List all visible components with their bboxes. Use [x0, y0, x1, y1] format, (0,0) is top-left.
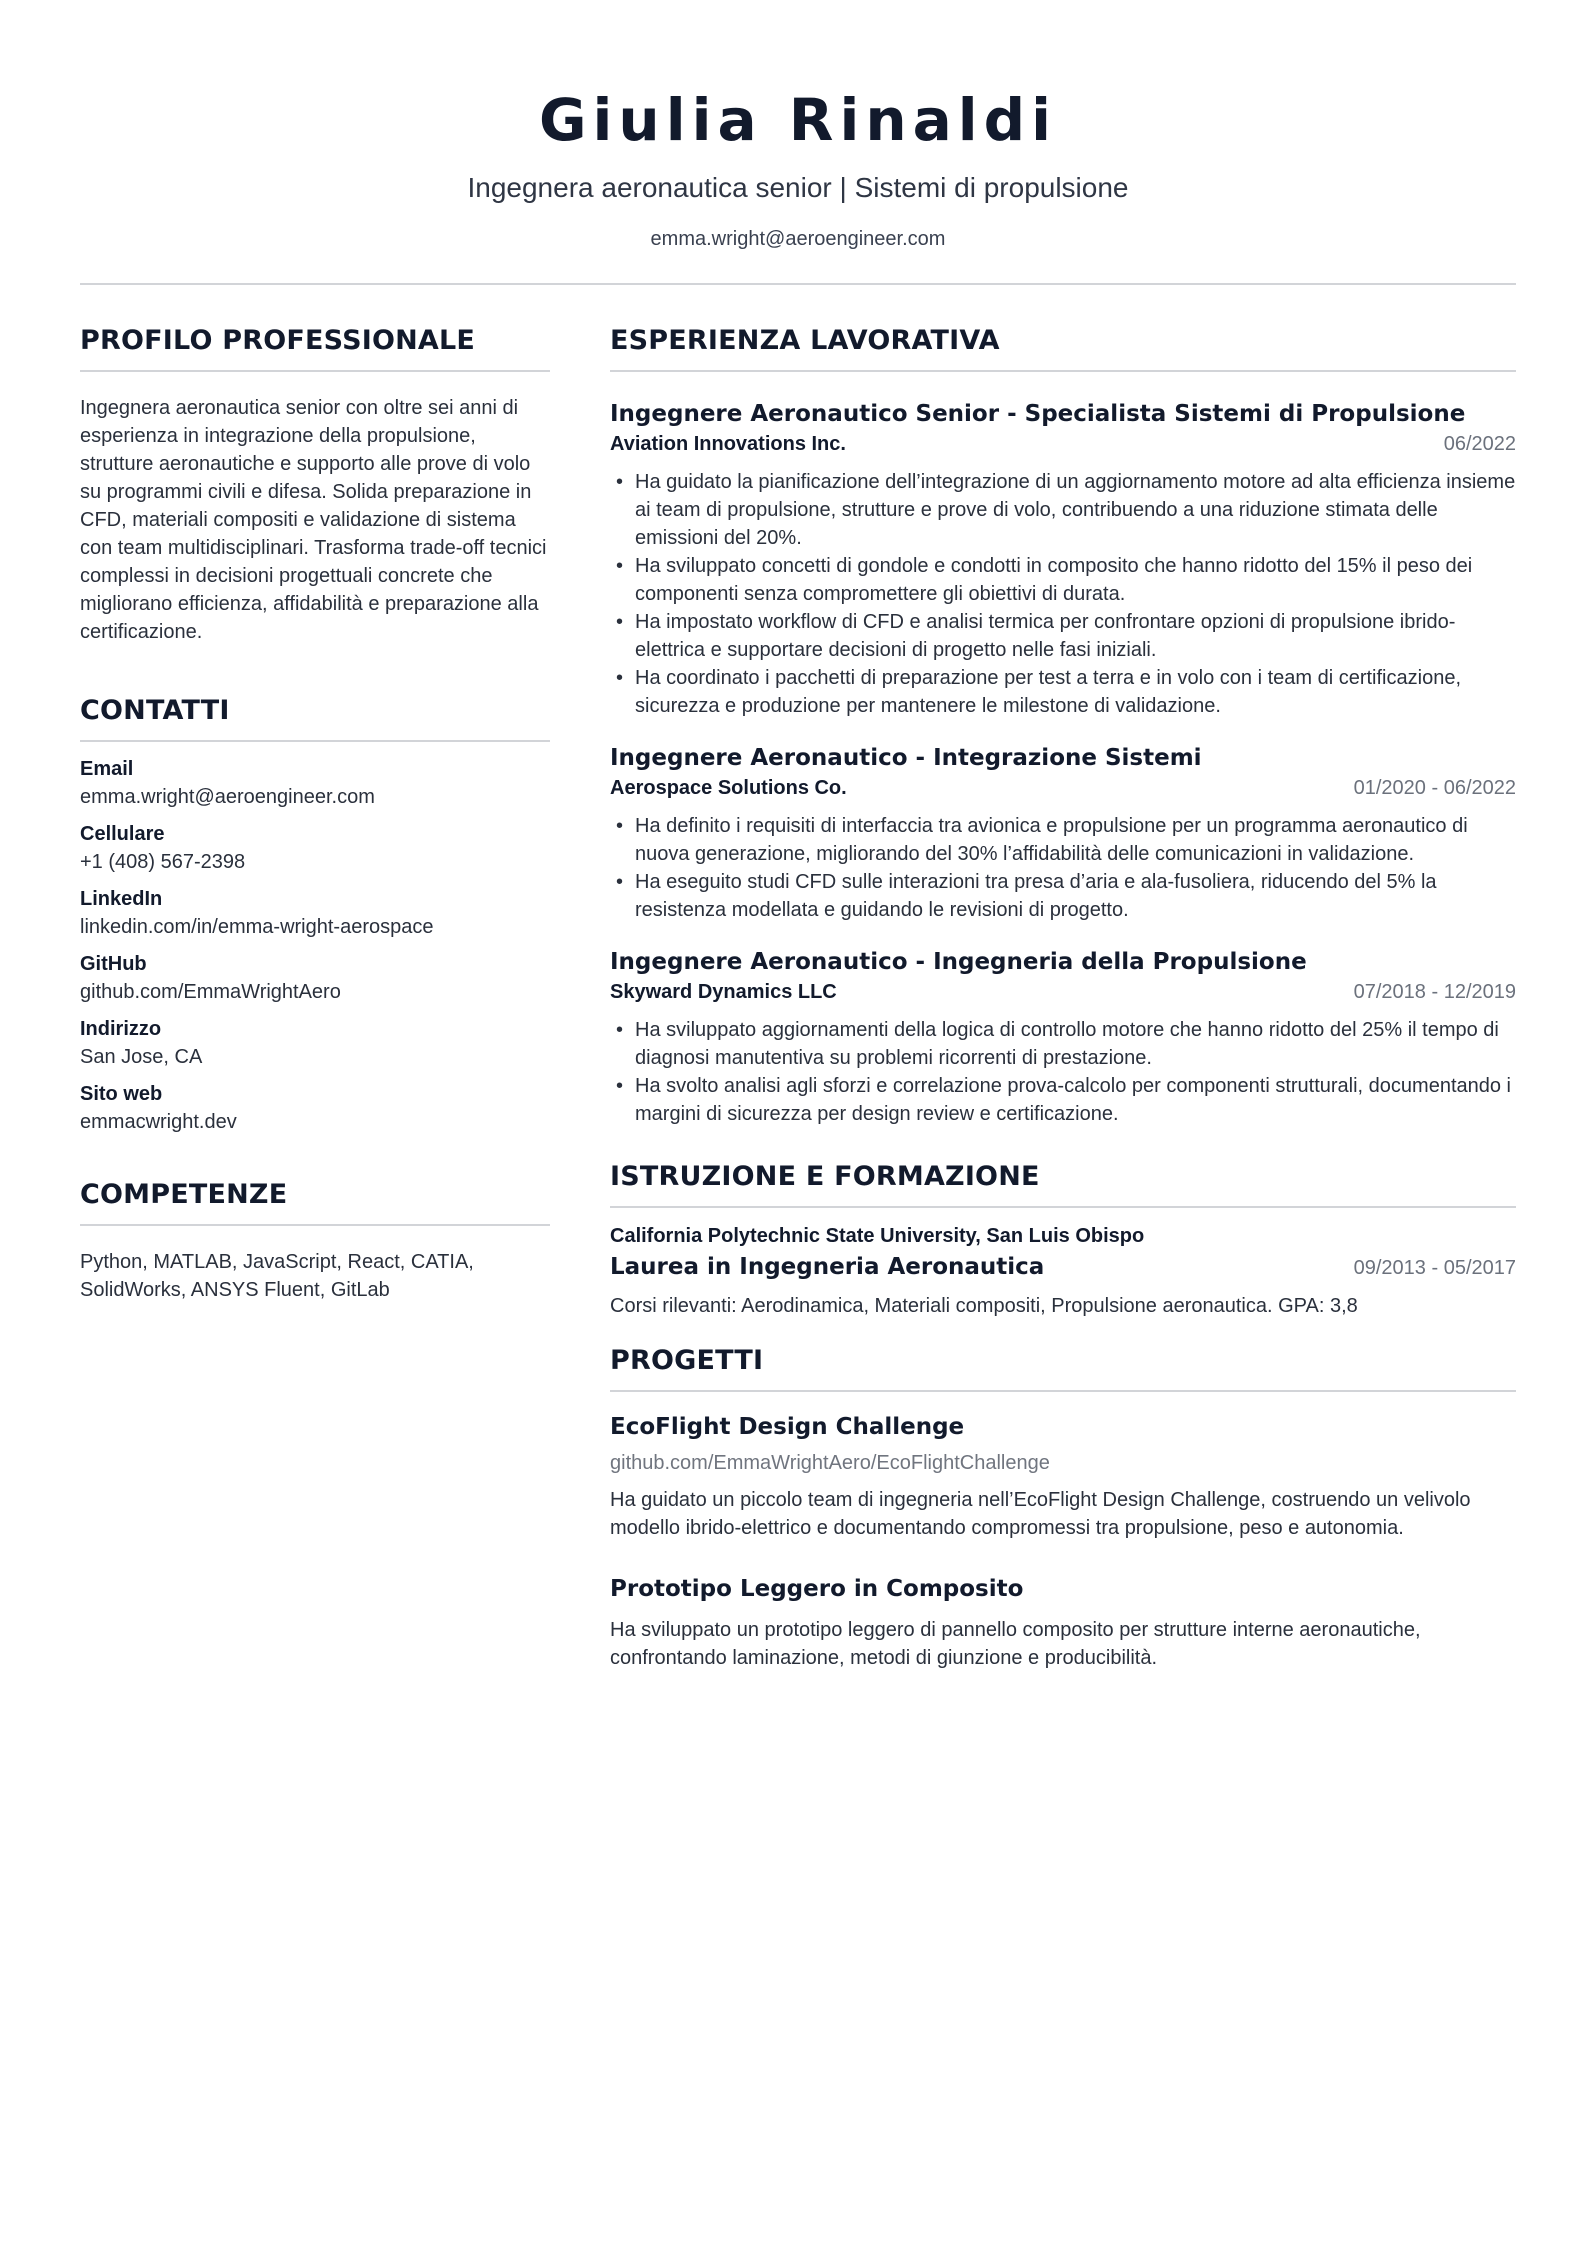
profile-summary: Ingegnera aeronautica senior con oltre sei anni di esperienza in integrazione della propulsione, strutture aeronautiche e supporto alle prove di volo su programmi civili e difesa. Solida preparazione in CFD, materiali compositi e validazione di sistema con team multidisciplinari. Trasforma trade-off tecnici complessi in decisioni progettuali concrete che migliorano efficienza, affidabilità e preparazione alla certificazione. — [80, 397, 547, 643]
job-bullet: • Ha svolto analisi agli sforzi e correlazione prova-calcolo per componenti strutturali, documentando i margini di sicurezza per design review e certificazione. — [610, 1072, 1516, 1128]
profile-section — [80, 322, 550, 646]
job-bullet: • Ha coordinato i pacchetti di preparazione per test a terra e in volo con i team di certificazione, sicurezza e produzione per mantenere le milestone di validazione. — [610, 664, 1516, 720]
project-description: Ha sviluppato un prototipo leggero di pannello composito per strutture interne aeronautiche, confrontando laminazione, metodi di giunzione e producibilità. — [610, 1619, 1421, 1669]
education-details: Corsi rilevanti: Aerodinamica, Materiali compositi, Propulsione aeronautica. GPA: 3,8 — [610, 1295, 1358, 1317]
job-company: Aviation Innovations Inc. — [610, 433, 846, 455]
skills-section — [80, 1176, 550, 1304]
left-column — [80, 322, 550, 1304]
contact-label-website: Sito web — [80, 1083, 163, 1105]
project-title: Prototipo Leggero in Composito — [610, 1576, 1024, 1602]
section-title-profile: PROFILO PROFESSIONALE — [80, 322, 550, 372]
contact-phone[interactable]: +1 (408) 567-2398 — [80, 851, 246, 873]
section-title-education: ISTRUZIONE E FORMAZIONE — [610, 1158, 1516, 1208]
right-column — [610, 322, 1516, 1672]
job-title: Ingegnere Aeronautico - Integrazione Sistemi — [610, 745, 1202, 771]
contact-linkedin-link[interactable]: linkedin.com/in/emma-wright-aerospace — [80, 916, 434, 938]
education-section — [610, 1158, 1516, 1320]
header-divider — [80, 283, 1516, 285]
contact-website-link[interactable]: emmacwright.dev — [80, 1111, 237, 1133]
job-entry — [610, 946, 1516, 1128]
job-bullet: • Ha sviluppato aggiornamenti della logica di controllo motore che hanno ridotto del 25% il tempo di diagnosi manutentiva su problemi ricorrenti di prestazione. — [610, 1016, 1516, 1072]
job-entry — [610, 742, 1516, 924]
contact-address: San Jose, CA — [80, 1046, 203, 1068]
contact-github-link[interactable]: github.com/EmmaWrightAero — [80, 981, 341, 1003]
job-dates: 06/2022 — [1443, 433, 1516, 455]
job-bullet: • Ha sviluppato concetti di gondole e condotti in composito che hanno ridotto del 15% il peso dei componenti senza compromettere gli obiettivi di durata. — [610, 552, 1516, 608]
section-title-experience: ESPERIENZA LAVORATIVA — [610, 322, 1516, 372]
job-company: Skyward Dynamics LLC — [610, 981, 837, 1003]
project-entry — [610, 1572, 1516, 1672]
job-entry — [610, 398, 1516, 720]
job-bullet: • Ha impostato workflow di CFD e analisi termica per confrontare opzioni di propulsione ibrido-elettrica e supportare decisioni di progetto nelle fasi iniziali. — [610, 608, 1516, 664]
section-title-contacts: CONTATTI — [80, 692, 550, 742]
section-title-projects: PROGETTI — [610, 1342, 1516, 1392]
contact-label-github: GitHub — [80, 953, 147, 975]
job-bullets — [610, 812, 1516, 924]
job-bullet: • Ha definito i requisiti di interfaccia tra avionica e propulsione per un programma aeronautico di nuova generazione, migliorando del 30% l’affidabilità delle comunicazioni in validazione. — [610, 812, 1516, 868]
job-company: Aerospace Solutions Co. — [610, 777, 847, 799]
contact-label-address: Indirizzo — [80, 1018, 162, 1040]
project-repo-link[interactable]: github.com/EmmaWrightAero/EcoFlightChallenge — [610, 1452, 1050, 1474]
experience-section — [610, 322, 1516, 1128]
education-school: California Polytechnic State University, San Luis Obispo — [610, 1225, 1145, 1247]
contact-label-linkedin: LinkedIn — [80, 888, 163, 910]
project-description: Ha guidato un piccolo team di ingegneria nell’EcoFlight Design Challenge, costruendo un velivolo modello ibrido-elettrico e documentando compromessi tra propulsione, peso e autonomia. — [610, 1489, 1471, 1539]
job-title: Ingegnere Aeronautico Senior - Specialista Sistemi di Propulsione — [610, 401, 1466, 427]
contact-label-email: Email — [80, 758, 134, 780]
skills-list: Python, MATLAB, JavaScript, React, CATIA, SolidWorks, ANSYS Fluent, GitLab — [80, 1251, 474, 1301]
resume-header — [80, 80, 1516, 252]
header-email-link[interactable]: emma.wright@aeroengineer.com — [650, 228, 946, 250]
education-degree: Laurea in Ingegneria Aeronautica — [610, 1254, 1045, 1280]
candidate-name: Giulia Rinaldi — [538, 86, 1058, 154]
job-bullets — [610, 1016, 1516, 1128]
projects-section — [610, 1342, 1516, 1672]
job-dates: 07/2018 - 12/2019 — [1353, 981, 1516, 1003]
project-entry — [610, 1410, 1516, 1542]
contacts-section — [80, 692, 550, 1136]
job-title: Ingegnere Aeronautico - Ingegneria della Propulsione — [610, 949, 1307, 975]
candidate-headline: Ingegnera aeronautica senior | Sistemi di propulsione — [467, 172, 1129, 203]
section-title-skills: COMPETENZE — [80, 1176, 550, 1226]
contact-email-link[interactable]: emma.wright@aeroengineer.com — [80, 786, 375, 808]
job-bullet: • Ha guidato la pianificazione dell’integrazione di un aggiornamento motore ad alta efficienza insieme ai team di propulsione, strutture e prove di volo, contribuendo a una riduzione stimata delle emissioni del 20%. — [610, 468, 1516, 552]
contact-label-phone: Cellulare — [80, 823, 165, 845]
job-bullets — [610, 468, 1516, 720]
education-dates: 09/2013 - 05/2017 — [1353, 1257, 1516, 1279]
job-dates: 01/2020 - 06/2022 — [1353, 777, 1516, 799]
project-title: EcoFlight Design Challenge — [610, 1414, 965, 1440]
job-bullet: • Ha eseguito studi CFD sulle interazioni tra presa d’aria e ala-fusoliera, riducendo del 5% la resistenza modellata e guidando le revisioni di progetto. — [610, 868, 1516, 924]
